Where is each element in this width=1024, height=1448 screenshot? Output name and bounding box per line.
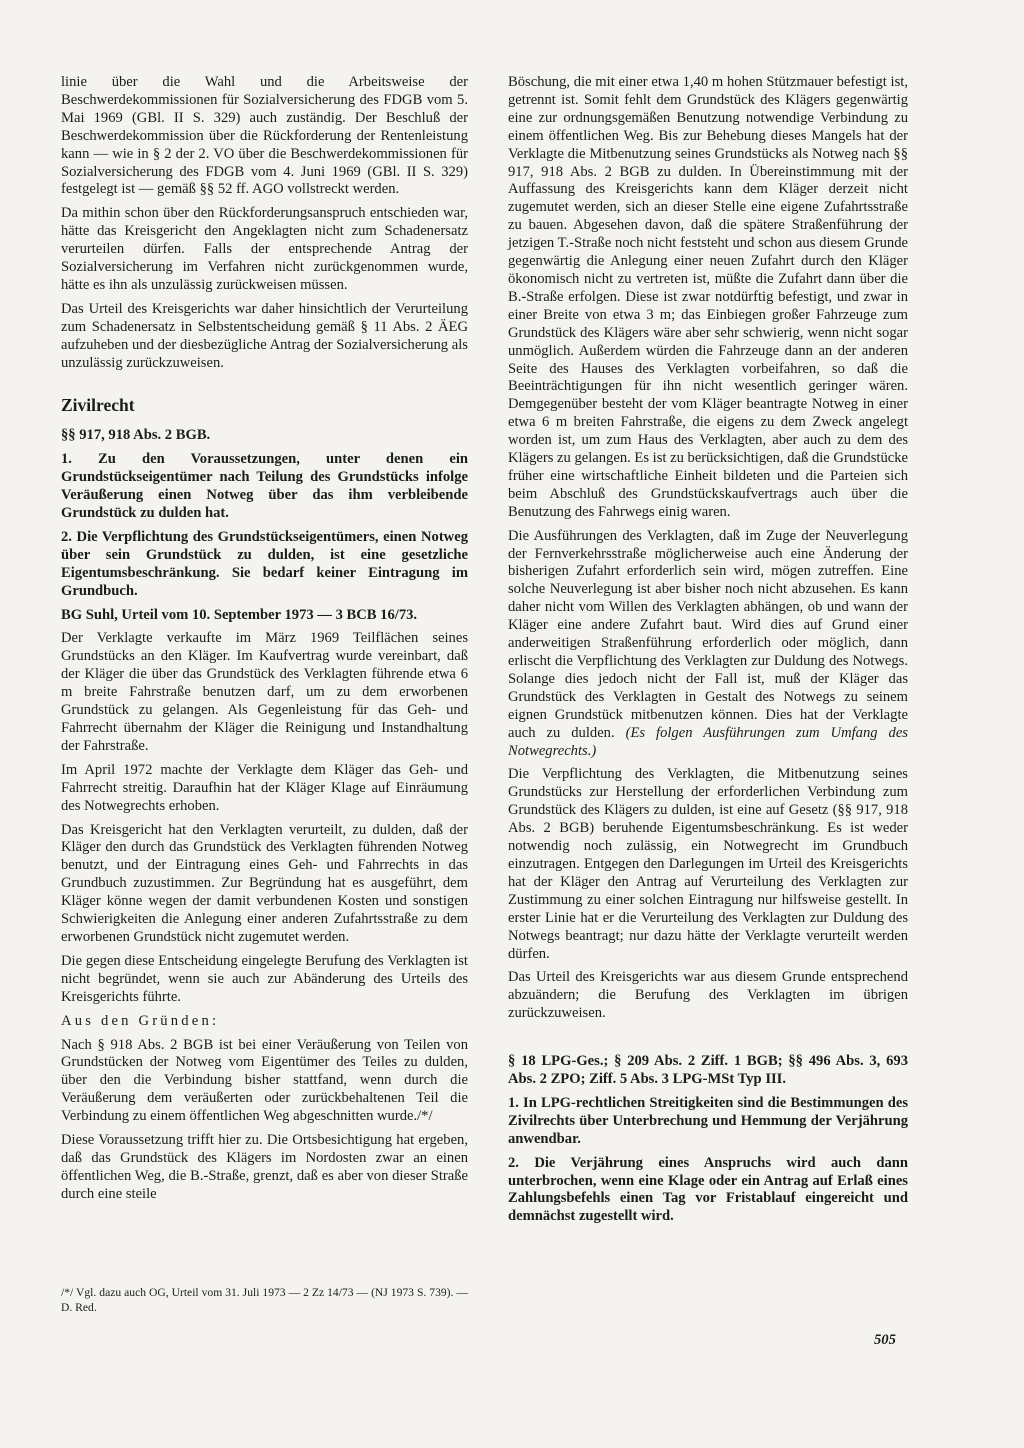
leitsatz: 2. Die Verjährung eines Anspruchs wird auch dann unterbrochen, wenn eine Klage oder ein Antrag auf Erlaß eines Zahlungsbefehls einen Tag vor Fristablauf eingereicht und demnächst zugestellt wird. <box>508 1154 908 1225</box>
reasons-heading: Aus den Gründen: <box>61 1012 220 1029</box>
paragraph-text: Die Ausführungen des Verklagten, daß im Zuge der Neuverlegung der Fernverkehrsstraße möglicherweise auch eine Änderung der bisherigen Zufahrt erforderlich sein wird, mögen zutreffen. Eine solche Neuverlegung ist aber bisher noch nicht abzusehen. Es kann daher nicht vom Willen des Verklagten abhängen, ob und wann der Kläger eine andere Zufahrt baut. Wird dies auf Grund einer anderweitigen Straßenführung erforderlich oder möglich, dann erlischt die Verpflichtung des Verklagten zur Duldung des Notwegs. Solange dies jedoch nicht der Fall ist, muß der Kläger das Grundstück des Verklagten in Gestalt des Notwegs zu seinem eignen Grundstück mitbenutzen können. Dies hat der Verklagte auch zu dulden. <box>508 527 908 741</box>
paragraph: Die Verpflichtung des Verklagten, die Mitbenutzung seines Grundstücks zur Herstellung der erforderlichen Verbindung zum Grundstück des Klägers zu dulden, ist eine auf Gesetz (§§ 917, 918 Abs. 2 BGB) beruhende Eigentumsbeschränkung. Es ist weder notwendig noch zulässig, ein Notwegrecht im Grundbuch einzutragen. Entgegen den Darlegungen im Urteil des Kreisgerichts hat der Kläger den Antrag auf Verurteilung des Verklagten zur Zustimmung zu einer solchen Eintragung nur hilfsweise gestellt. In erster Linie hat er die Verurteilung des Verklagten zur Duldung des Notwegs beantragt; nur dazu hätte der Verklagte verurteilt werden dürfen. <box>508 766 908 962</box>
paragraph: Das Urteil des Kreisgerichts war aus diesem Grunde entsprechend abzuändern; die Berufung des Verklagten im übrigen zurückzuweisen. <box>508 969 908 1022</box>
leitsatz: 2. Die Verpflichtung des Grundstückseigentümers, einen Notweg über sein Grundstück zu dulden, ist eine gesetzliche Eigentumsbeschränkung. Sie bedarf keiner Eintragung im Grundbuch. <box>61 528 468 599</box>
footnote: /*/ Vgl. dazu auch OG, Urteil vom 31. Juli 1973 — 2 Zz 14/73 — (NJ 1973 S. 739). — D. Red. <box>61 1286 468 1314</box>
section-heading: Zivilrecht <box>61 394 135 415</box>
spacer <box>508 1029 908 1053</box>
leitsatz: 1. Zu den Voraussetzungen, unter denen ein Grundstückseigentümer nach Teilung des Grundstücks infolge Veräußerung einen Notweg über das ihm verbleibende Grundstück zu dulden hat. <box>61 451 468 522</box>
omission-note: (Es folgen Ausführungen zum Umfang des Notwegrechts.) <box>508 724 908 759</box>
paragraph: Nach § 918 Abs. 2 BGB ist bei einer Veräußerung von Teilen von Grundstücken der Notweg vom Eigentümer des Teiles zu dulden, über den die Verbindung bisher stattfand, wenn durch die Veräußerung dem veräußerten oder zurückbehaltenen Teil die Verbindung zu einem öffentlichen Weg abgeschnitten wurde./*/ <box>61 1036 468 1125</box>
paragraph: Böschung, die mit einer etwa 1,40 m hohen Stützmauer befestigt ist, getrennt ist. Somit fehlt dem Grundstück des Klägers gegenwärtig eine zur ordnungsgemäßen Benutzung notwendige Verbindung zu einem öffentlichen Weg. Bis zur Behebung dieses Mangels hat der Verklagte die Mitbenutzung seines Grundstücks als Notweg nach §§ 917, 918 Abs. 2 BGB zu dulden. In Übereinstimmung mit der Auffassung des Kreisgerichts kann dem Kläger derzeit nicht zugemutet werden, sich an dieser Stelle eine eigene Zufahrtsstraße zu bauen. Abgesehen davon, daß die spätere Straßenführung der jetzigen T.-Straße noch nicht feststeht und schon aus diesem Grunde gegenwärtig die Anlegung einer neuen Zufahrt durch den Kläger ökonomisch nicht zu vertreten ist, müßte die Zufahrt dann über die B.-Straße erfolgen. Diese ist zwar notdürftig befestigt, und zwar in einer Breite von etwa 3 m; das Einbiegen großer Fahrzeuge zum Grundstück des Klägers wäre aber sehr schwierig, wenn nicht sogar unmöglich. Außerdem würden die Fahrzeuge dann an der anderen Seite des Hauses des Verklagten vorbeifahren, so daß die Beeinträchtigungen für ihn nicht wesentlich geringer wären. Demgegenüber besteht der vom Kläger beantragte Notweg in einer etwa 6 m breiten Fahrstraße, die eigens zu dem Zweck angelegt worden ist, um zum Haus des Verklagten, aber auch zu dem des Klägers zu gelangen. Es ist zu berücksichtigen, daß die Grundstücke früher eine wirtschaftliche Einheit bildeten und die Parteien sich beim Abschluß des Grundstückskaufvertrags auch über die Benutzung des Fahrwegs einig waren. <box>508 74 908 520</box>
paragraph: Da mithin schon über den Rückforderungsanspruch entschieden war, hätte das Kreisgericht den Angeklagten nicht zum Schadenersatz verurteilen dürfen. Falls der entsprechende Antrag der Sozialversicherung im Verfahren nicht zurückgenommen wurde, hätte es ihn als unzulässig zurückweisen müssen. <box>61 205 468 293</box>
case-statute: § 18 LPG-Ges.; § 209 Abs. 2 Ziff. 1 BGB; §§ 496 Abs. 3, 693 Abs. 2 ZPO; Ziff. 5 Abs. 3 LPG-MSt Typ III. <box>508 1053 908 1088</box>
paragraph: Die gegen diese Entscheidung eingelegte Berufung des Verklagten ist nicht begründet, wenn sie auch zur Abänderung des Urteils des Kreisgerichts führte. <box>61 952 468 1005</box>
paragraph: Das Kreisgericht hat den Verklagten verurteilt, zu dulden, daß der Kläger den durch das Grundstück des Verklagten führenden Notweg benutzt, und der Eintragung eines Geh- und Fahrrechts in das Grundbuch zuzustimmen. Zur Begründung hat es ausgeführt, dem Kläger könne wegen der damit verbundenen Kosten und sonstigen Schwierigkeiten die Anlegung einer anderen Zufahrtsstraße zu dem erworbenen Grundstück nicht zugemutet werden. <box>61 821 468 945</box>
leitsatz: 1. In LPG-rechtlichen Streitigkeiten sind die Bestimmungen des Zivilrechts über Unterbrechung und Hemmung der Verjährung anwendbar. <box>508 1094 908 1147</box>
left-column <box>61 74 468 1204</box>
case-statute: §§ 917, 918 Abs. 2 BGB. <box>61 427 211 444</box>
paragraph: Diese Voraussetzung trifft hier zu. Die Ortsbesichtigung hat ergeben, daß das Grundstück des Klägers im Nordosten zwar an einen öffentlichen Weg, die B.-Straße, grenzt, daß es aber von dieser Straße durch eine steile <box>61 1132 468 1202</box>
paragraph: Das Urteil des Kreisgerichts war daher hinsichtlich der Verurteilung zum Schadenersatz in Selbstentscheidung gemäß § 11 Abs. 2 ÄEG aufzuheben und der diesbezügliche Antrag der Sozialversicherung als unzulässig zurückzuweisen. <box>61 300 468 371</box>
paragraph: Der Verklagte verkaufte im März 1969 Teilflächen seines Grundstücks an den Kläger. Im Kaufvertrag wurde vereinbart, daß der Kläger die über das Grundstück des Verklagten führende etwa 6 m breite Fahrstraße benutzen darf, um zu dem erworbenen Grundstück zu gelangen. Als Gegenleistung für das Geh- und Fahrrecht übernahm der Kläger die Reinigung und Instandhaltung der Fahrstraße. <box>61 630 468 754</box>
case-reference: BG Suhl, Urteil vom 10. September 1973 — 3 BCB 16/73. <box>61 606 418 623</box>
right-column <box>508 74 908 1226</box>
paragraph: linie über die Wahl und die Arbeitsweise der Beschwerdekommissionen für Sozialversicherung des FDGB vom 5. Mai 1969 (GBl. II S. 329) auch zuständig. Der Beschluß der Beschwerdekommission über die Rückforderung der Rentenleistung kann — wie in § 2 der 2. VO über die Beschwerdekommissionen für Sozialversicherung des FDGB vom 4. Juni 1969 (GBl. II S. 329) festgelegt ist — gemäß §§ 52 ff. AGO vollstreckt werden. <box>61 74 468 198</box>
paragraph: Im April 1972 machte der Verklagte dem Kläger das Geh- und Fahrrecht streitig. Daraufhin hat der Kläger Klage auf Einräumung des Notwegrechts erhoben. <box>61 761 468 814</box>
paragraph <box>508 528 908 761</box>
page-number: 505 <box>874 1332 896 1348</box>
